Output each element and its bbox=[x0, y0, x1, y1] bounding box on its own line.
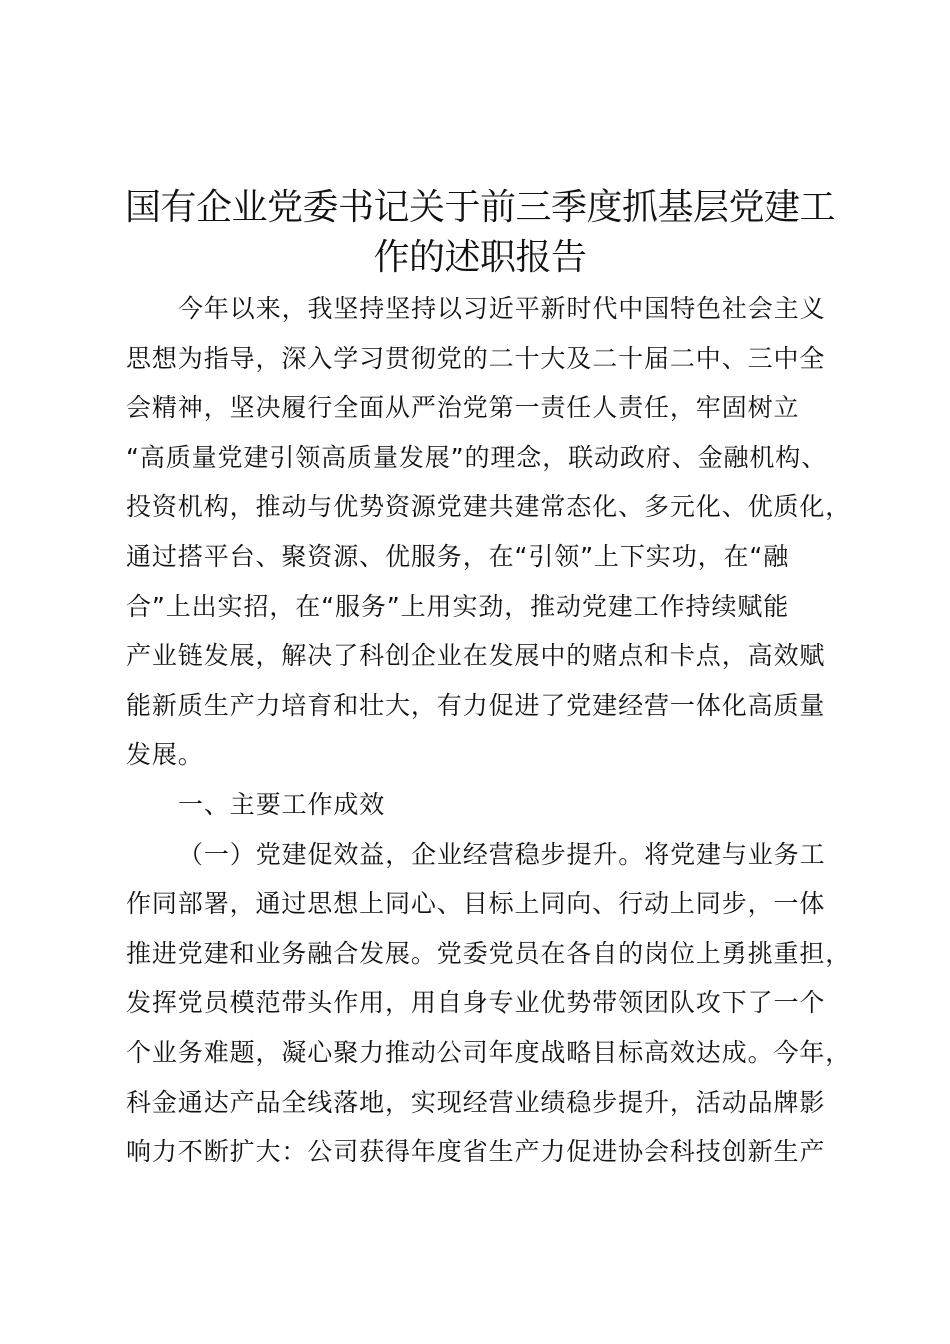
paragraph-line: 个业务难题，凝心聚力推动公司年度战略目标高效达成。今年， bbox=[126, 1037, 852, 1067]
paragraph-line: 发展。 bbox=[126, 740, 204, 770]
paragraph-line: 今年以来，我坚持坚持以习近平新时代中国特色社会主义 bbox=[178, 294, 826, 323]
paragraph-line: 发挥党员模范带头作用，用自身专业优势带领团队攻下了一个 bbox=[126, 988, 826, 1018]
paragraph-line: 思想为指导，深入学习贯彻党的二十大及二十届二中、三中全 bbox=[126, 343, 826, 373]
paragraph-line: 通过搭平台、聚资源、优服务，在“引领”上下实功，在“融 bbox=[126, 541, 790, 571]
paragraph-line: 科金通达产品全线落地，实现经营业绩稳步提升，活动品牌影 bbox=[126, 1087, 826, 1117]
document-body bbox=[126, 284, 856, 1177]
paragraph-line: 响力不断扩大：公司获得年度省生产力促进协会科技创新生产 bbox=[126, 1137, 826, 1167]
section-heading: 一、主要工作成效 bbox=[178, 789, 386, 819]
paragraph-line: （一）党建促效益，企业经营稳步提升。将党建与业务工 bbox=[178, 839, 826, 869]
title-line-1: 国有企业党委书记关于前三季度抓基层党建工 bbox=[124, 187, 835, 228]
document-title bbox=[110, 183, 850, 283]
paragraph-line: 投资机构，推动与优势资源党建共建常态化、多元化、优质化， bbox=[126, 492, 852, 522]
title-line-2: 作的述职报告 bbox=[373, 237, 587, 278]
paragraph-line: 推进党建和业务融合发展。党委党员在各自的岗位上勇挑重担， bbox=[126, 938, 852, 968]
paragraph-line: 能新质生产力培育和壮大，有力促进了党建经营一体化高质量 bbox=[126, 690, 826, 720]
paragraph-line: “高质量党建引领高质量发展”的理念，联动政府、金融机构、 bbox=[126, 442, 828, 472]
paragraph-line: 会精神，坚决履行全面从严治党第一责任人责任，牢固树立 bbox=[126, 393, 800, 423]
paragraph-line: 产业链发展，解决了科创企业在发展中的赌点和卡点，高效赋 bbox=[126, 641, 826, 671]
paragraph-line: 作同部署，通过思想上同心、目标上同向、行动上同步，一体 bbox=[126, 889, 826, 919]
paragraph-line: 合”上出实招，在“服务”上用实劲，推动党建工作持续赋能 bbox=[126, 591, 790, 621]
